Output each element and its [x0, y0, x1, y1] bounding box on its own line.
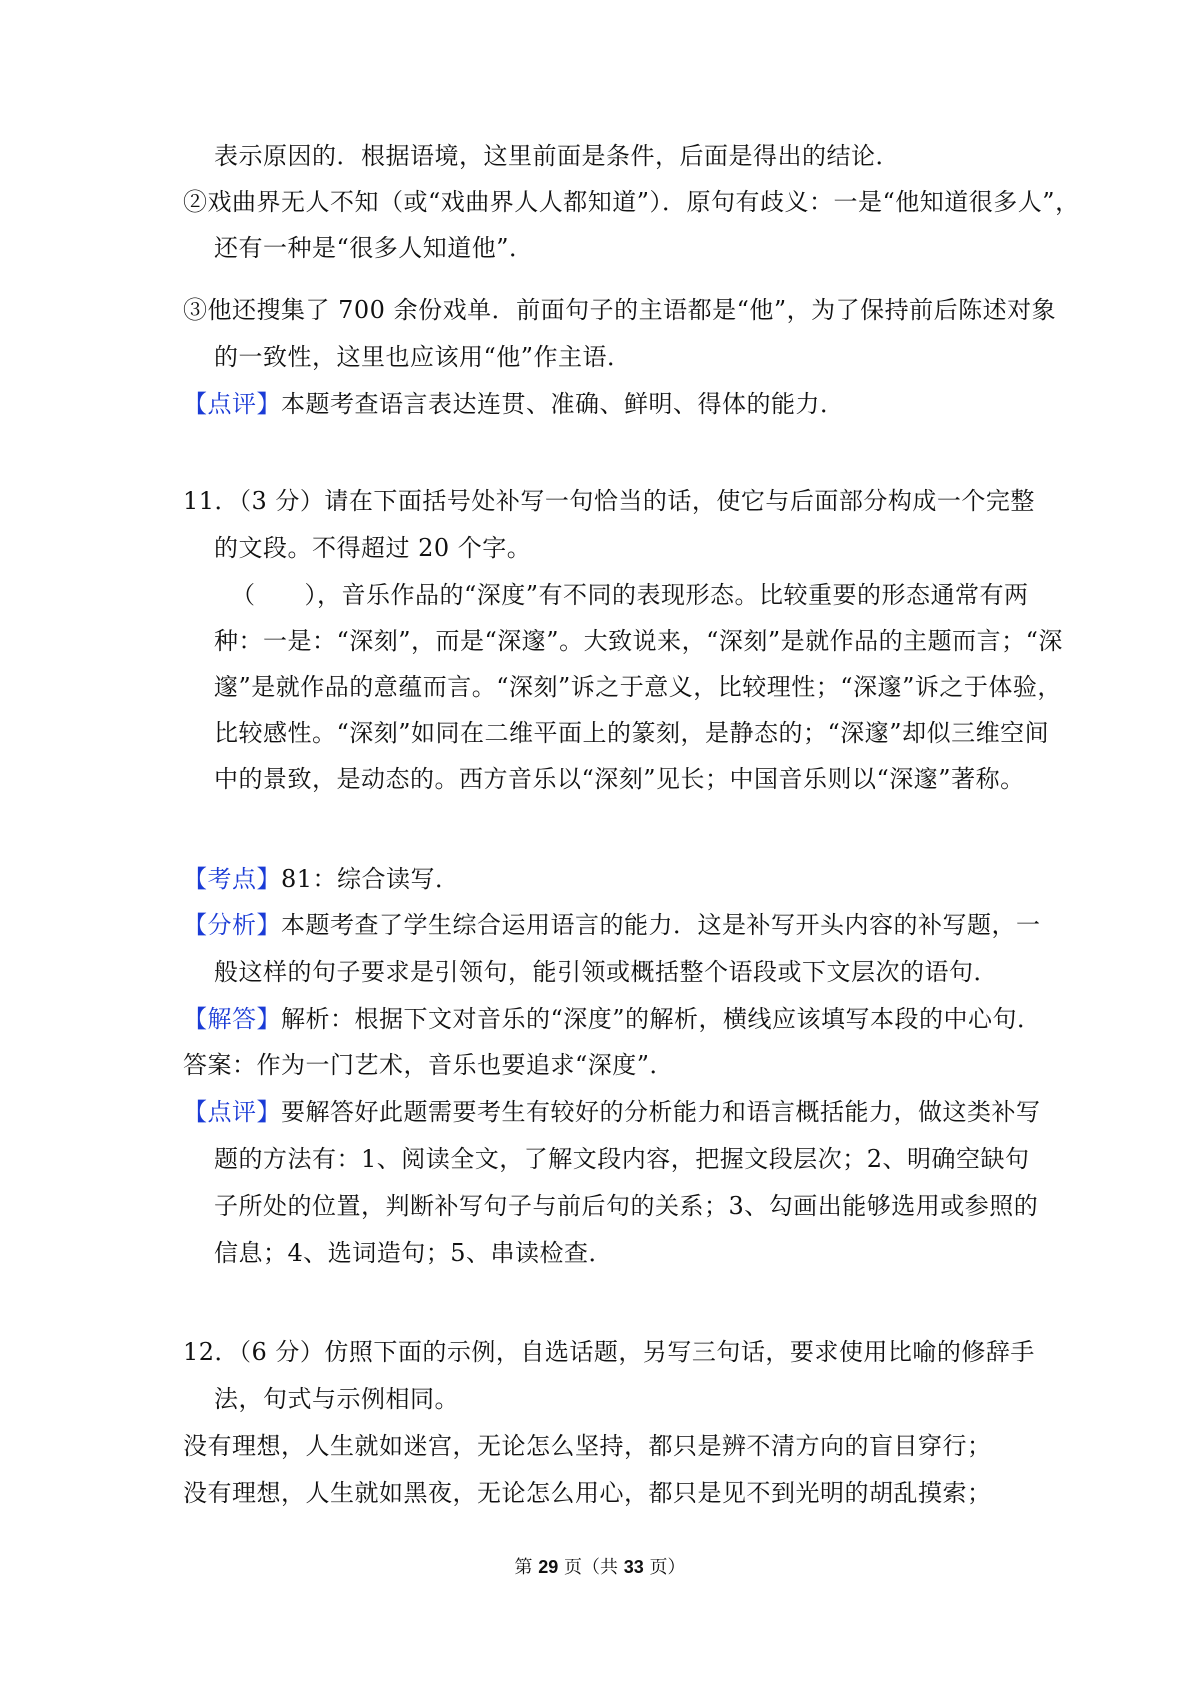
- jieda-tag: 【解答】: [183, 1005, 281, 1033]
- footer-total-pages: 33: [623, 1557, 644, 1577]
- passage-line: 比较感性。“深刻”如同在二维平面上的篆刻，是静态的；“深邃”却似三维空间: [214, 719, 1050, 747]
- footer-mid: 页（共: [558, 1557, 624, 1578]
- jieda-text: 解析：根据下文对音乐的“深度”的解析，横线应该填写本段的中心句．: [281, 1005, 1042, 1033]
- text-line: 还有一种是“很多人知道他”．: [214, 234, 534, 262]
- text-line: ②戏曲界无人不知（或“戏曲界人人都知道”）．原句有歧义：一是“他知道很多人”，: [183, 188, 1080, 216]
- text-line: ③他还搜集了 700 余份戏单．前面句子的主语都是“他”，为了保持前后陈述对象: [183, 296, 1057, 324]
- footer-page-number: 29: [538, 1557, 559, 1577]
- dianping-text: 要解答好此题需要考生有较好的分析能力和语言概括能力，做这类补写: [281, 1098, 1041, 1126]
- question-12-title-cont: 法，句式与示例相同。: [214, 1385, 459, 1413]
- passage-line: 中的景致，是动态的。西方音乐以“深刻”见长；中国音乐则以“深邃”著称。: [214, 765, 1025, 793]
- comment-tag: 【点评】: [183, 390, 281, 418]
- comment-line: [183, 389, 845, 419]
- dianping-line-cont: 子所处的位置，判断补写句子与前后句的关系；3、勾画出能够选用或参照的: [214, 1192, 1039, 1220]
- kaodian-text: 81：综合读写．: [281, 865, 460, 893]
- footer-prefix: 第: [514, 1557, 539, 1578]
- question-12-title: 12．（6 分）仿照下面的示例，自选话题，另写三句话，要求使用比喻的修辞手: [183, 1338, 1035, 1366]
- passage-line: 种：一是：“深刻”，而是“深邃”。大致说来，“深刻”是就作品的主题而言；“深: [214, 627, 1063, 655]
- question-11-title-cont: 的文段。不得超过 20 个字。: [214, 534, 532, 562]
- page-footer: [0, 1556, 1200, 1579]
- dianping-tag: 【点评】: [183, 1098, 281, 1126]
- passage-line: 邃”是就作品的意蕴而言。“深刻”诉之于意义，比较理性；“深邃”诉之于体验，: [214, 673, 1062, 701]
- answer-line: 答案：作为一门艺术，音乐也要追求“深度”．: [183, 1051, 675, 1079]
- example-line: 没有理想，人生就如黑夜，无论怎么用心，都只是见不到光明的胡乱摸索；: [183, 1479, 992, 1507]
- question-11-title: 11．（3 分）请在下面括号处补写一句恰当的话，使它与后面部分构成一个完整: [183, 487, 1035, 515]
- text-line: 表示原因的．根据语境，这里前面是条件，后面是得出的结论．: [214, 142, 900, 170]
- fenxi-text: 本题考查了学生综合运用语言的能力．这是补写开头内容的补写题，一: [281, 911, 1041, 939]
- dianping-line-cont: 信息；4、选词造句；5、串读检查．: [214, 1239, 614, 1267]
- passage-line: （ ），音乐作品的“深度”有不同的表现形态。比较重要的形态通常有两: [231, 581, 1029, 609]
- kaodian-line: [183, 864, 460, 894]
- dianping-line-cont: 题的方法有：1、阅读全文，了解文段内容，把握文段层次；2、明确空缺句: [214, 1145, 1030, 1173]
- example-line: 没有理想，人生就如迷宫，无论怎么坚持，都只是辨不清方向的盲目穿行；: [183, 1432, 992, 1460]
- dianping-line: [183, 1097, 1041, 1127]
- comment-text: 本题考查语言表达连贯、准确、鲜明、得体的能力．: [281, 390, 845, 418]
- fenxi-tag: 【分析】: [183, 911, 281, 939]
- fenxi-line: [183, 910, 1041, 940]
- kaodian-tag: 【考点】: [183, 865, 281, 893]
- fenxi-line-cont: 般这样的句子要求是引领句，能引领或概括整个语段或下文层次的语句．: [214, 958, 998, 986]
- text-line: 的一致性，这里也应该用“他”作主语．: [214, 343, 632, 371]
- jieda-line: [183, 1004, 1042, 1034]
- footer-suffix: 页）: [643, 1557, 686, 1578]
